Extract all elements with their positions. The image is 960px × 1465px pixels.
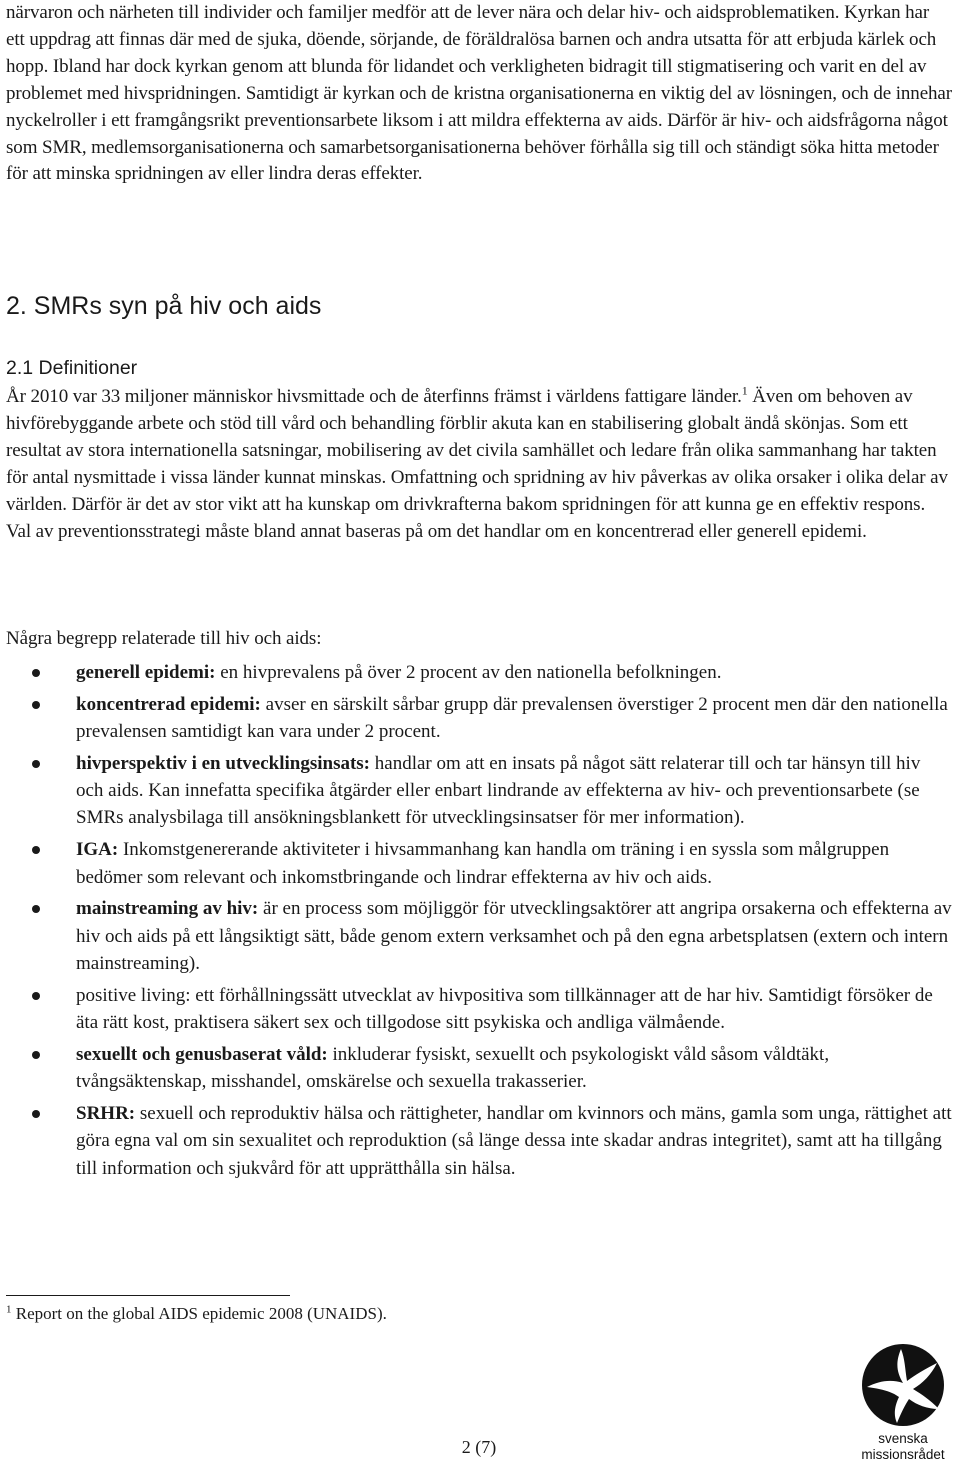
term-description: Inkomstgenererande aktiviteter i hivsammanhang kan handla om träning i en syssla som målgruppen bedömer som relevant och inkomstbringande och lindrar effekterna av hiv och aids.: [76, 839, 890, 888]
intro-paragraph: närvaron och närheten till individer och familjer medför att de lever nära och delar hiv- och aidsproblematiken. Kyrkan har ett uppdrag att finnas där med de sjuka, döende, sörjande, de föräldralösa barnen och andra utsatta för att erbjuda kärlek och hopp. Ibland har dock kyrkan genom att blunda för lidandet och verkligheten bidragit till stigmatisering och varit en del av problemet med hivspridningen. Samtidigt är kyrkan och de kristna organisationerna en viktig del av lösningen, och de innehar nyckelroller i ett framgångsrikt preventionsarbete liksom i att mildra effekterna av aids. Därför är hiv- och aidsfrågorna något som SMR, medlemsorganisationerna och samarbetsorganisationerna behöver förhålla sig till och ständigt söka hitta metoder för att minska spridningen av eller lindra deras effekter.: [6, 2, 952, 185]
term-description: handlar om att en insats på något sätt relaterar till och tar hänsyn till hiv och aids. Kan innefatta specifika åtgärder eller enbart lindrande av effekterna av hiv- och preventionsarbete (se SMRs analysbilaga till ansökningsblankett för utvecklingsinsatser för mer information).: [76, 752, 921, 829]
term-name: IGA:: [76, 839, 119, 861]
list-item-srhr: [6, 1100, 952, 1182]
term-name: koncentrerad epidemi:: [76, 693, 261, 715]
definitions-text-2: Även om behoven av hivförebyggande arbete och stöd till vård och behandling förblir akuta kan en stabilisering globalt ändå skönjas. Som ett resultat av stora internationella satsningar, mobilisering av det civila samhället och ledare från olika sammanhang har takten för antal nysmittade i vissa länder kunnat minskas. Omfattning och spridning av hiv påverkas av olika orsaker i olika delar av världen. Därför är det av stor vikt att ha kunskap om drivkrafterna bakom spridningen för att kunna ge en effektiv respons. Val av preventionsstrategi måste bland annat baseras på om det handlar om en koncentrerad eller generell epidemi.: [6, 386, 948, 542]
footnote-reference[interactable]: 1: [741, 383, 748, 398]
list-item-hivperspektiv: [6, 750, 952, 832]
page-number: 2 (7): [461, 1437, 497, 1457]
organization-logo: [848, 1343, 958, 1463]
terms-intro: Några begrepp relaterade till hiv och aids:: [6, 628, 322, 649]
list-item-mainstreaming: [6, 895, 952, 977]
bullet-icon: [32, 701, 40, 709]
term-description: avser en särskilt sårbar grupp där prevalensen överstiger 2 procent men där den nationella prevalensen samtidigt kan vara under 2 procent.: [76, 693, 948, 743]
term-description: positive living: ett förhållningssätt utvecklat av hivpositiva som tillkännager att de har hiv. Samtidigt försöker de äta rätt kost, praktisera säkert sex och tillgodose sitt psykiska och andliga välmående.: [76, 984, 933, 1034]
footnote-number: 1: [6, 1303, 12, 1316]
term-name: generell epidemi:: [76, 662, 216, 683]
bullet-icon: [32, 1051, 40, 1059]
bullet-icon: [32, 992, 40, 1000]
term-description: är en process som möjliggör för utvecklingsaktörer att angripa orsakerna och effekterna av hiv och aids på ett långsiktigt sätt, både genom extern verksamhet och på den egna arbetsplatsen (extern och intern mainstreaming).: [76, 898, 952, 974]
bullet-icon: [32, 760, 40, 768]
term-name: sexuellt och genusbaserat våld:: [76, 1043, 328, 1065]
definitions-paragraph: [6, 384, 952, 545]
logo-text-line2: missionsrådet: [861, 1447, 945, 1462]
list-item-iga: [6, 836, 952, 891]
term-name: mainstreaming av hiv:: [76, 898, 259, 920]
list-item-generell-epidemi: [6, 659, 952, 686]
bullet-icon: [32, 846, 40, 854]
term-name: hivperspektiv i en utvecklingsinsats:: [76, 752, 371, 774]
term-description: inkluderar fysiskt, sexuellt och psykologiskt våld såsom våldtäkt, tvångsäktenskap, misshandel, omskärelse och sexuella trakasserier.: [76, 1043, 830, 1093]
bullet-icon: [32, 905, 40, 913]
subsection-heading: 2.1 Definitioner: [6, 357, 138, 379]
term-description: en hivprevalens på över 2 procent av den nationella befolkningen.: [215, 662, 722, 683]
definitions-text-1: År 2010 var 33 miljoner människor hivsmittade och de återfinns främst i världens fattigare länder.: [6, 386, 742, 407]
svenska-missionsradet-logo-icon: [861, 1343, 945, 1427]
bullet-icon: [32, 1110, 40, 1118]
footnote-text: Report on the global AIDS epidemic 2008 (UNAIDS).: [11, 1304, 387, 1323]
logo-text-line1: svenska: [878, 1431, 928, 1446]
footnote: [6, 1304, 387, 1324]
bullet-icon: [32, 669, 40, 677]
term-description: sexuell och reproduktiv hälsa och rättigheter, handlar om kvinnors och mäns, gamla som unga, rättighet att göra egna val om sin sexualitet och reproduktion (så länge dessa inte skadar andras integritet), samt att ha tillgång till information och sjukvård för att upprätthålla sin hälsa.: [76, 1102, 952, 1179]
list-item-koncentrerad-epidemi: [6, 691, 952, 746]
term-name: SRHR:: [76, 1102, 136, 1124]
footnote-divider: [6, 1295, 290, 1296]
section-heading: 2. SMRs syn på hiv och aids: [6, 292, 322, 320]
list-item-sexuellt-vald: [6, 1041, 952, 1096]
terms-list: [6, 659, 952, 1186]
list-item-positive-living: [6, 982, 952, 1037]
